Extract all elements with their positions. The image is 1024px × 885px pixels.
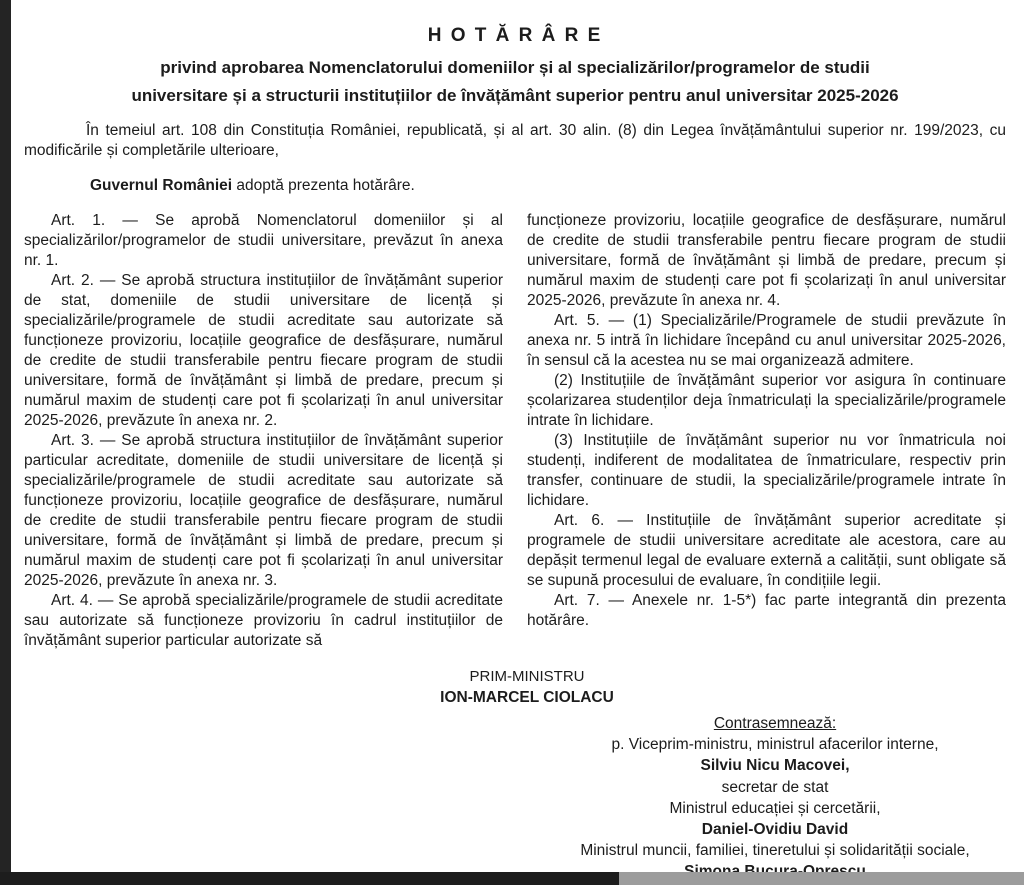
prime-minister-name: ION-MARCEL CIOLACU [440,689,614,706]
two-column-body [24,211,1006,651]
countersigner-name-macovei: Silviu Nicu Macovei, [700,757,850,775]
countersigner-name-david: Daniel-Ovidiu David [701,821,849,839]
legal-preamble: În temeiul art. 108 din Constituția României, republicată, și al art. 30 alin. (8) din Legea învățământului superior nr. 199/2023, cu modificările și completările ulterioare, [24,122,1006,159]
article-5-paragraph-1: Art. 5. — (1) Specializările/Programele de studii prevăzute în anexa nr. 5 intră în lichidare începând cu anul universitar 2025-2026, în sensul că la acestea nu se mai organizează admitere. [527,312,1006,369]
enactment-clause [24,176,1006,196]
right-column [527,211,1006,651]
document-subtitle-line-2: universitare și a structurii instituțiilor de învățământ superior pentru anul universitar 2025-2026 [131,86,899,105]
article-5-paragraph-2: (2) Instituțiile de învățământ superior vor asigura în continuare școlarizarea studenților deja înmatriculați la specializările/programele intrate în lichidare. [527,372,1006,429]
document-content [24,24,1006,883]
countersigner-role-labor-minister: Ministrul muncii, familiei, tineretului și solidarității sociale, [580,842,970,860]
article-5-paragraph-3: (3) Instituțiile de învățământ superior nu vor înmatricula noi studenți, indiferent de modalitatea de înmatriculare, respectiv prin transfer, continuare de studii, la specializările/programele intrate în lichidare. [527,432,1006,509]
scan-edge-left [0,0,11,885]
article-3-paragraph: Art. 3. — Se aprobă structura instituțiilor de învățământ superior particular acreditate, domeniile de studii universitare de licență și specializările/programele de studii acreditate sau autorizate să funcționeze provizoriu, locațiile geografice de desfășurare, numărul de credite de studii transferabile pentru fiecare program de studii universitare, formă de învățământ și limbă de predare, precum și numărul maxim de studenți care pot fi școlarizați în anul universitar 2025-2026, prevăzute în anexa nr. 3. [24,432,503,589]
enactment-text: adoptă prezenta hotărâre. [232,177,415,194]
document-subtitle [24,54,1006,110]
countersigner-role-state-secretary: secretar de stat [721,778,829,796]
countersign-block [544,713,1006,883]
article-4-paragraph-start: Art. 4. — Se aprobă specializările/programele de studii acreditate sau autorizate să funcționeze provizoriu în cadrul instituțiilor de învățământ superior particular autorizate să [24,592,503,649]
countersign-label: Contrasemnează: [713,715,837,732]
countersigner-role-interior-minister: p. Viceprim-ministru, ministrul afacerilor interne, [611,736,939,754]
enactment-issuer: Guvernul României [90,177,233,194]
scan-edge-bottom-gray [619,872,1024,885]
article-4-paragraph-continuation: funcționeze provizoriu, locațiile geografice de desfășurare, numărul de credite de studii transferabile pentru fiecare program de studii universitare, formă de învățământ și limbă de predare, precum și numărul maxim de studenți care pot fi școlarizați în anul universitar 2025-2026, prevăzute în anexa nr. 4. [527,212,1006,309]
article-7-paragraph: Art. 7. — Anexele nr. 1-5*) fac parte integrantă din prezenta hotărâre. [527,592,1006,629]
document-title: H O T Ă R Â R E [427,25,603,46]
document-subtitle-line-1: privind aprobarea Nomenclatorului domeniilor și al specializărilor/programelor de studii [160,58,870,77]
prime-minister-signature-block [24,666,1006,708]
scan-edge-bottom-dark [0,872,619,885]
article-1-paragraph: Art. 1. — Se aprobă Nomenclatorul domeniilor și al specializărilor/programelor de studii universitare, prevăzut în anexa nr. 1. [24,212,503,269]
left-column [24,211,503,651]
countersigner-role-education-minister: Ministrul educației și cercetării, [669,799,881,817]
article-2-paragraph: Art. 2. — Se aprobă structura instituțiilor de învățământ superior de stat, domeniile de studii universitare de licență și specializările/programele de studii acreditate sau autorizate să funcționeze provizoriu, locațiile geografice de desfășurare, numărul de credite de studii transferabile pentru fiecare program de studii universitare, formă de învățământ și limbă de predare, precum și numărul maxim de studenți care pot fi școlarizați în anul universitar 2025-2026, prevăzute în anexa nr. 2. [24,272,503,429]
article-6-paragraph: Art. 6. — Instituțiile de învățământ superior acreditate și programele de studii universitare acreditate ale acestora, care au depășit termenul legal de evaluare externă a calității, sunt obligate să se supună procesului de evaluare, în condițiile legii. [527,512,1006,589]
prime-minister-title: PRIM-MINISTRU [469,668,585,685]
